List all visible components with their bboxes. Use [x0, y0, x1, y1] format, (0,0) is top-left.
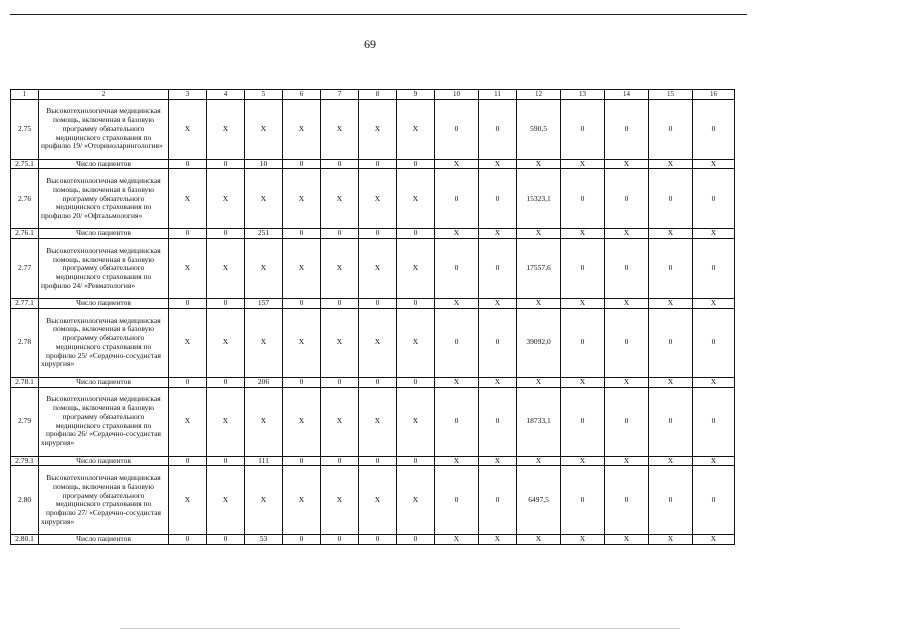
table-cell: X [321, 239, 359, 299]
table-cell: X [283, 387, 321, 456]
column-header: 13 [561, 90, 605, 100]
table-cell: 0 [283, 456, 321, 466]
table-cell: X [359, 387, 397, 456]
table-cell: 0 [359, 377, 397, 387]
column-header: 8 [359, 90, 397, 100]
row-code: 2.79 [11, 387, 39, 456]
table-cell: 0 [169, 299, 207, 309]
table-cell: X [517, 377, 561, 387]
table-cell: 0 [169, 159, 207, 169]
row-description: Число пациентов [39, 159, 169, 169]
table-cell: 0 [359, 229, 397, 239]
table-cell: 0 [359, 299, 397, 309]
table-cell: 0 [207, 159, 245, 169]
table-cell: 0 [283, 535, 321, 545]
row-description: Высокотехнологичная медицинская помощь, включенная в базовую программу обязательного медицинского страхования по профилю 24/ «Ревматология» [39, 239, 169, 299]
table-body [11, 99, 735, 544]
table-cell: X [561, 456, 605, 466]
table-row [11, 299, 735, 309]
table-cell: X [693, 229, 735, 239]
table-cell: 0 [649, 169, 693, 229]
table-cell: 15323,1 [517, 169, 561, 229]
table-row [11, 159, 735, 169]
table-cell: X [605, 229, 649, 239]
table-cell: 0 [649, 308, 693, 377]
table-row [11, 535, 735, 545]
table-cell: X [649, 535, 693, 545]
column-header: 2 [39, 90, 169, 100]
table-cell: X [479, 535, 517, 545]
table-cell: 0 [169, 456, 207, 466]
table-cell: X [649, 229, 693, 239]
table-row [11, 169, 735, 229]
row-code: 2.78.1 [11, 377, 39, 387]
table-cell: 0 [693, 239, 735, 299]
table-cell: 157 [245, 299, 283, 309]
table-cell: 0 [479, 169, 517, 229]
table-row [11, 99, 735, 159]
table-cell: X [605, 456, 649, 466]
table-cell: 10 [245, 159, 283, 169]
table-cell: X [207, 308, 245, 377]
table-cell: 0 [283, 299, 321, 309]
table-cell: 53 [245, 535, 283, 545]
table-cell: X [693, 159, 735, 169]
table-cell: 6497,5 [517, 466, 561, 535]
table-cell: 0 [605, 308, 649, 377]
table-cell: 0 [283, 229, 321, 239]
table-cell: 0 [693, 169, 735, 229]
table-cell: X [435, 535, 479, 545]
table-cell: X [321, 387, 359, 456]
table-cell: X [435, 299, 479, 309]
row-description: Число пациентов [39, 299, 169, 309]
table-cell: 0 [479, 387, 517, 456]
table-cell: 0 [321, 535, 359, 545]
table-cell: X [517, 456, 561, 466]
table-cell: 0 [207, 299, 245, 309]
table-row [11, 456, 735, 466]
table-cell: 0 [321, 229, 359, 239]
table-cell: X [169, 308, 207, 377]
table-row [11, 229, 735, 239]
table-cell: X [435, 159, 479, 169]
table-cell: 0 [359, 159, 397, 169]
table-cell: X [359, 99, 397, 159]
table-cell: X [397, 99, 435, 159]
table-cell: X [169, 99, 207, 159]
table-row [11, 387, 735, 456]
table-cell: 0 [605, 387, 649, 456]
table-cell: X [397, 239, 435, 299]
table-cell: 0 [561, 466, 605, 535]
table-row [11, 466, 735, 535]
table-cell: X [479, 456, 517, 466]
header-row [11, 90, 735, 100]
table-cell: X [245, 387, 283, 456]
table-cell: 0 [605, 466, 649, 535]
table-cell: X [245, 466, 283, 535]
column-header: 3 [169, 90, 207, 100]
table-cell: X [169, 466, 207, 535]
column-header: 9 [397, 90, 435, 100]
table-cell: X [561, 377, 605, 387]
table-cell: X [517, 535, 561, 545]
table-cell: 0 [693, 387, 735, 456]
table-cell: 0 [649, 99, 693, 159]
table-cell: 0 [207, 377, 245, 387]
table-row [11, 377, 735, 387]
table-cell: X [207, 99, 245, 159]
table-cell: X [245, 308, 283, 377]
column-header: 5 [245, 90, 283, 100]
bottom-rule [120, 628, 680, 629]
table-cell: 0 [207, 229, 245, 239]
column-header: 10 [435, 90, 479, 100]
table-cell: X [207, 169, 245, 229]
table-cell: X [605, 159, 649, 169]
table-cell: 0 [321, 456, 359, 466]
table-cell: 206 [245, 377, 283, 387]
table-cell: X [561, 229, 605, 239]
table-cell: 251 [245, 229, 283, 239]
row-description: Высокотехнологичная медицинская помощь, включенная в базовую программу обязательного медицинского страхования по профилю 27/ «Сердечно-сосудистая хирургия» [39, 466, 169, 535]
table-cell: 0 [435, 387, 479, 456]
table-cell: 0 [359, 456, 397, 466]
table-cell: 0 [207, 456, 245, 466]
table-cell: X [359, 308, 397, 377]
table-cell: X [245, 99, 283, 159]
column-header: 7 [321, 90, 359, 100]
table-cell: 0 [397, 299, 435, 309]
table-cell: X [397, 169, 435, 229]
table-cell: X [245, 169, 283, 229]
table-cell: 0 [397, 456, 435, 466]
table-cell: X [649, 377, 693, 387]
table-cell: 0 [605, 169, 649, 229]
column-header: 14 [605, 90, 649, 100]
column-header: 16 [693, 90, 735, 100]
table-cell: 0 [605, 99, 649, 159]
table-cell: X [479, 377, 517, 387]
table-cell: 0 [321, 299, 359, 309]
table-cell: X [359, 169, 397, 229]
table-cell: X [359, 239, 397, 299]
table-cell: X [283, 99, 321, 159]
row-code: 2.79.1 [11, 456, 39, 466]
table-cell: 0 [207, 535, 245, 545]
table-cell: 0 [479, 466, 517, 535]
table-cell: X [649, 299, 693, 309]
row-code: 2.75 [11, 99, 39, 159]
row-code: 2.75.1 [11, 159, 39, 169]
table-cell: X [649, 456, 693, 466]
table-cell: X [321, 308, 359, 377]
table-cell: X [283, 466, 321, 535]
table-cell: X [605, 377, 649, 387]
table-cell: X [605, 299, 649, 309]
table-cell: 0 [605, 239, 649, 299]
table-cell: 17557,6 [517, 239, 561, 299]
table-cell: X [517, 299, 561, 309]
table-cell: 0 [397, 159, 435, 169]
row-code: 2.77 [11, 239, 39, 299]
table-cell: 0 [479, 239, 517, 299]
table-cell: 0 [479, 308, 517, 377]
table-cell: X [605, 535, 649, 545]
column-header: 1 [11, 90, 39, 100]
table-cell: 18733,1 [517, 387, 561, 456]
table-cell: X [561, 299, 605, 309]
table-cell: X [283, 169, 321, 229]
column-header: 15 [649, 90, 693, 100]
table-row [11, 308, 735, 377]
table-row [11, 239, 735, 299]
table-cell: 0 [561, 239, 605, 299]
column-header: 4 [207, 90, 245, 100]
table-cell: X [649, 159, 693, 169]
page-number: 69 [364, 37, 376, 51]
row-code: 2.80.1 [11, 535, 39, 545]
table-cell: 0 [561, 387, 605, 456]
table-cell: X [321, 169, 359, 229]
table-cell: X [435, 456, 479, 466]
table-cell: 0 [561, 99, 605, 159]
table-cell: X [561, 159, 605, 169]
table-cell: X [207, 387, 245, 456]
table-cell: X [397, 308, 435, 377]
table-cell: X [397, 466, 435, 535]
data-table [10, 89, 735, 545]
table-cell: X [207, 239, 245, 299]
table-cell: 0 [649, 466, 693, 535]
table-cell: 0 [693, 466, 735, 535]
table-cell: X [283, 308, 321, 377]
table-cell: X [479, 229, 517, 239]
table-cell: 590,5 [517, 99, 561, 159]
table-cell: X [169, 387, 207, 456]
table-cell: X [169, 169, 207, 229]
table-cell: 0 [561, 169, 605, 229]
table-cell: 0 [169, 377, 207, 387]
row-code: 2.80 [11, 466, 39, 535]
row-description: Число пациентов [39, 456, 169, 466]
table-cell: X [435, 229, 479, 239]
table-cell: X [169, 239, 207, 299]
row-code: 2.76 [11, 169, 39, 229]
table-cell: 0 [169, 229, 207, 239]
table-cell: X [321, 99, 359, 159]
table-cell: 0 [649, 387, 693, 456]
table-cell: 0 [283, 377, 321, 387]
table-cell: 0 [435, 99, 479, 159]
table-cell: 0 [321, 159, 359, 169]
table-cell: 0 [283, 159, 321, 169]
table-cell: X [283, 239, 321, 299]
table-cell: 0 [479, 99, 517, 159]
table-cell: X [693, 377, 735, 387]
table-cell: X [517, 159, 561, 169]
table-cell: X [321, 466, 359, 535]
table-cell: 0 [435, 169, 479, 229]
table-cell: X [693, 299, 735, 309]
table-cell: X [359, 466, 397, 535]
table-cell: X [561, 535, 605, 545]
column-header: 11 [479, 90, 517, 100]
row-description: Высокотехнологичная медицинская помощь, включенная в базовую программу обязательного медицинского страхования по профилю 26/ «Сердечно-сосудистая хирургия» [39, 387, 169, 456]
table-cell: 0 [359, 535, 397, 545]
table-cell: X [693, 535, 735, 545]
table-cell: 0 [435, 308, 479, 377]
row-description: Высокотехнологичная медицинская помощь, включенная в базовую программу обязательного медицинского страхования по профилю 25/ «Сердечно-сосудистая хирургия» [39, 308, 169, 377]
table-cell: 0 [397, 535, 435, 545]
table-cell: X [479, 299, 517, 309]
row-code: 2.76.1 [11, 229, 39, 239]
table-cell: 0 [321, 377, 359, 387]
row-description: Число пациентов [39, 535, 169, 545]
table-cell: 0 [649, 239, 693, 299]
table-cell: 0 [397, 377, 435, 387]
table-cell: X [397, 387, 435, 456]
row-description: Число пациентов [39, 229, 169, 239]
table-cell: 0 [397, 229, 435, 239]
table-cell: X [245, 239, 283, 299]
table-cell: 0 [693, 99, 735, 159]
table-cell: 111 [245, 456, 283, 466]
table-cell: X [435, 377, 479, 387]
top-rule [10, 14, 747, 15]
table-cell: 0 [169, 535, 207, 545]
table-cell: 39092,0 [517, 308, 561, 377]
table-cell: 0 [435, 466, 479, 535]
row-description: Высокотехнологичная медицинская помощь, включенная в базовую программу обязательного медицинского страхования по профилю 20/ «Офтальмология» [39, 169, 169, 229]
row-description: Число пациентов [39, 377, 169, 387]
table-cell: X [207, 466, 245, 535]
column-header: 12 [517, 90, 561, 100]
table-cell: X [693, 456, 735, 466]
table-cell: 0 [693, 308, 735, 377]
table-cell: X [479, 159, 517, 169]
table-cell: X [517, 229, 561, 239]
row-code: 2.77.1 [11, 299, 39, 309]
table-cell: 0 [561, 308, 605, 377]
table-cell: 0 [435, 239, 479, 299]
row-description: Высокотехнологичная медицинская помощь, включенная в базовую программу обязательного медицинского страхования по профилю 19/ «Оториноларингология» [39, 99, 169, 159]
row-code: 2.78 [11, 308, 39, 377]
column-header: 6 [283, 90, 321, 100]
